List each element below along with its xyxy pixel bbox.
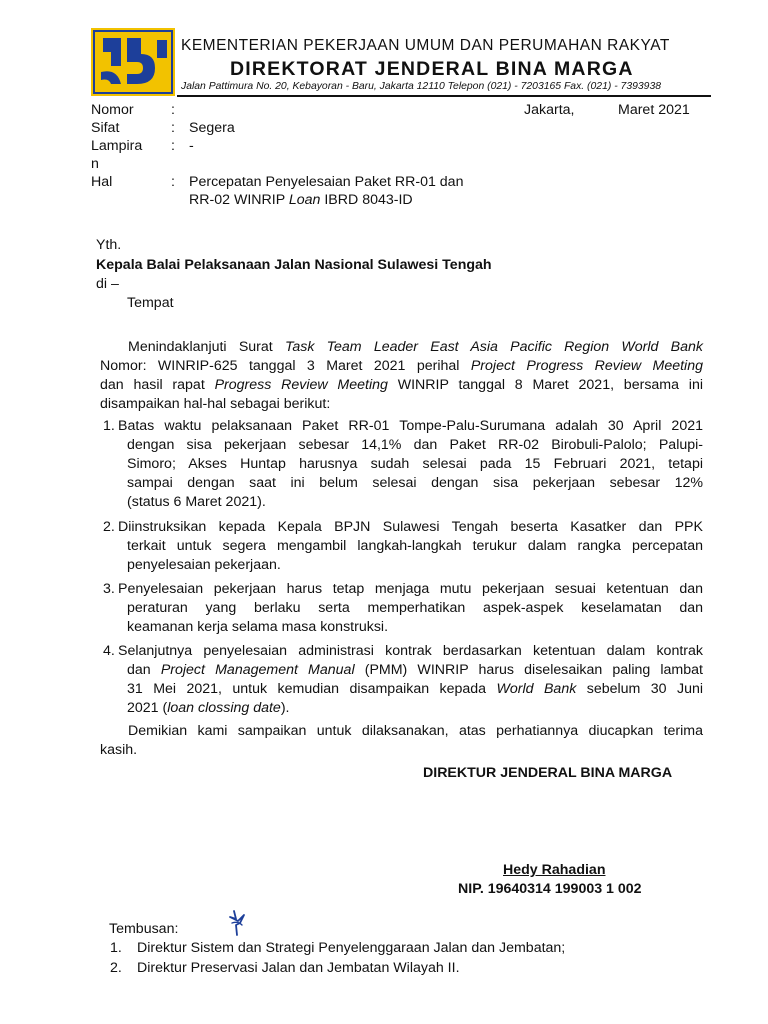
point-3-line: keamanan kerja selama masa konstruksi. [127, 619, 389, 635]
point-number: 4. [103, 643, 115, 659]
cc-item: Direktur Preservasi Jalan dan Jembatan Wilayah II. [137, 960, 460, 976]
point-4-text: 31 Mei 2021, untuk kemudian disampaikan kepada [127, 681, 497, 697]
intro-text: WINRIP tanggal 8 Maret 2021, bersama ini [387, 377, 703, 393]
hal-value-line1: Percepatan Penyelesaian Paket RR-01 dan [189, 174, 464, 190]
intro-line-2 [100, 357, 703, 376]
point-4-italic: loan clossing date [167, 700, 281, 716]
sifat-label: Sifat [91, 120, 120, 136]
sifat-value: Segera [189, 120, 235, 136]
point-4-text: (PMM) WINRIP harus diselesaikan paling lambat [354, 662, 703, 678]
ministry-name: KEMENTERIAN PEKERJAAN UMUM DAN PERUMAHAN RAKYAT [181, 37, 670, 54]
point-4-text: 2021 ( [127, 700, 168, 716]
point-1-line: dengan sisa pekerjaan sebesar 14,1% dan Paket RR-02 Birobuli-Palolo; Palupi- [127, 437, 703, 453]
point-2-line: Diinstruksikan kepada Kepala BPJN Sulawesi Tengah beserta Kasatker dan PPK [118, 519, 703, 535]
point-4-line [127, 699, 289, 718]
lampiran-colon: : [171, 138, 175, 154]
closing-line-1: Demikian kami sampaikan untuk dilaksanakan, atas perhatiannya diucapkan terima [128, 723, 703, 739]
cc-item: Direktur Sistem dan Strategi Penyelenggaraan Jalan dan Jembatan; [137, 940, 566, 956]
intro-text: dan hasil rapat [100, 377, 215, 393]
recipient-yth: Yth. [96, 237, 122, 253]
point-1-line: sampai dengan saat ini belum selesai dengan sisa pekerjaan sebesar 12% [127, 475, 703, 491]
point-2-line: terkait untuk segera mengambil langkah-langkah terukur dalam rangka percepatan [127, 538, 703, 554]
point-4-line [127, 661, 703, 680]
hal-colon: : [171, 174, 175, 190]
intro-text: Menindaklanjuti Surat [128, 339, 285, 355]
lampiran-label-wrap: n [91, 156, 99, 172]
intro-line-1 [128, 338, 703, 357]
point-2-line: penyelesaian pekerjaan. [127, 557, 281, 573]
intro-line-3 [100, 376, 703, 395]
letterhead-rule [177, 95, 711, 97]
point-1-line: Batas waktu pelaksanaan Paket RR-01 Tompe-Palu-Surumana adalah 30 April 2021 [118, 418, 703, 434]
signatory-nip: NIP. 19640314 199003 1 002 [458, 881, 642, 897]
point-number: 1. [103, 418, 115, 434]
directorate-name: DIREKTORAT JENDERAL BINA MARGA [230, 58, 634, 80]
lampiran-label: Lampira [91, 138, 143, 154]
point-4-line [127, 680, 703, 699]
signatory-name: Hedy Rahadian [503, 862, 606, 878]
cc-item-number: 1. [110, 940, 122, 956]
recipient-tempat: Tempat [127, 295, 174, 311]
point-3-line: peraturan yang berlaku serta memperhatikan aspek-aspek keselamatan dan [127, 600, 703, 616]
lampiran-value: - [189, 138, 194, 154]
point-4-italic: Project Management Manual [160, 662, 355, 678]
intro-line-4: disampaikan hal-hal sebagai berikut: [100, 396, 331, 412]
point-4-line: Selanjutnya penyelesaian administrasi kontrak berdasarkan ketentuan dalam kontrak [118, 643, 703, 659]
hal-text-loan: Loan [288, 192, 321, 208]
point-number: 2. [103, 519, 115, 535]
point-1-line: Simoro; Akses Huntap harusnya sudah selesai pada 15 Februari 2021, tetapi [127, 456, 703, 472]
hal-text-c: IBRD 8043-ID [320, 192, 413, 208]
point-3-line: Penyelesaian pekerjaan harus tetap menjaga mutu pekerjaan sesuai ketentuan dan [118, 581, 703, 597]
point-4-italic: World Bank [496, 681, 577, 697]
point-4-text: sebelum 30 Juni [576, 681, 703, 697]
sifat-colon: : [171, 120, 175, 136]
hal-value-line2 [189, 191, 413, 209]
cc-label: Tembusan: [109, 921, 179, 937]
hal-text-a: RR-02 WINRIP [189, 192, 289, 208]
intro-italic: Project Progress Review Meeting [470, 358, 703, 374]
cc-item-number: 2. [110, 960, 122, 976]
recipient-di: di – [96, 276, 119, 292]
nomor-label: Nomor [91, 102, 134, 118]
intro-italic: Task Team Leader East Asia Pacific Region World Bank [284, 339, 703, 355]
hal-label: Hal [91, 174, 113, 190]
signatory-title: DIREKTUR JENDERAL BINA MARGA [423, 765, 673, 781]
recipient-name: Kepala Balai Pelaksanaan Jalan Nasional Sulawesi Tengah [96, 257, 492, 273]
paraf-mark [226, 909, 248, 937]
nomor-colon: : [171, 102, 175, 118]
letter-date: Maret 2021 [618, 102, 690, 118]
letter-place: Jakarta, [524, 102, 575, 118]
pupr-logo [91, 28, 175, 96]
point-4-text: ). [280, 700, 290, 716]
intro-text: Nomor: WINRIP-625 tanggal 3 Maret 2021 perihal [100, 358, 471, 374]
letterhead-address: Jalan Pattimura No. 20, Kebayoran - Baru, Jakarta 12110 Telepon (021) - 7203165 Fax. (021) - 7393938 [181, 81, 661, 92]
point-4-text: dan [127, 662, 161, 678]
point-1-line: (status 6 Maret 2021). [127, 494, 266, 510]
closing-line-2: kasih. [100, 742, 138, 758]
point-number: 3. [103, 581, 115, 597]
intro-italic: Progress Review Meeting [214, 377, 388, 393]
